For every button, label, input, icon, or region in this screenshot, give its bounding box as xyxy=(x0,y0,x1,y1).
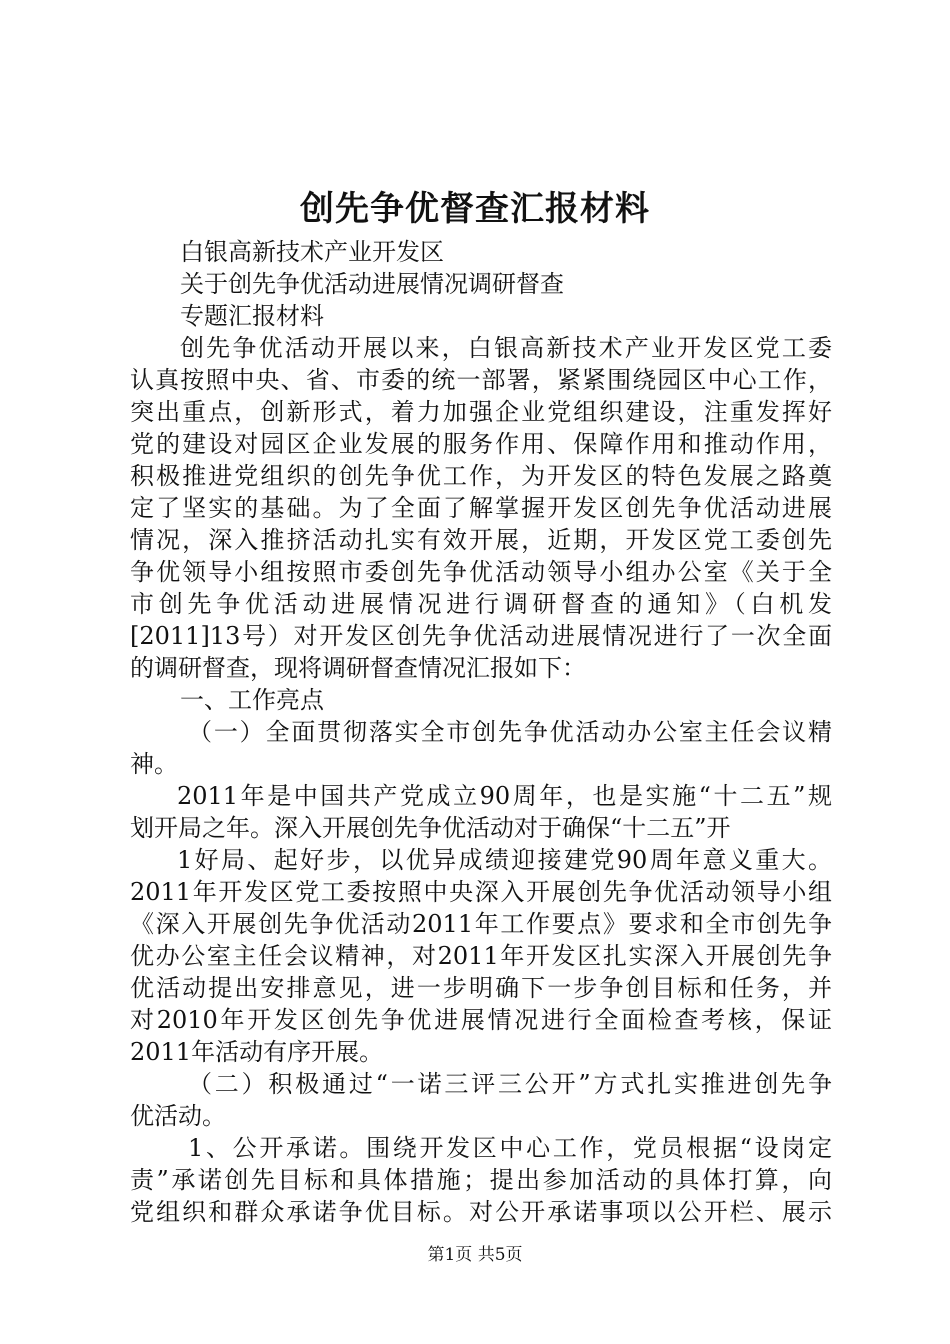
subsection-heading: （一）全面贯彻落实全市创先争优活动办公室主任会议精 xyxy=(188,718,832,746)
paragraph-line: 市创先争优活动进展情况进行调研督查的通知》（白机发 xyxy=(130,590,832,618)
paragraph-line: 责”承诺创先目标和具体措施；提出参加活动的具体打算，向 xyxy=(130,1166,832,1194)
paragraph-line: 划开局之年。深入开展创先争优活动对于确保“十二五”开 xyxy=(130,814,731,842)
subtitle-topic: 关于创先争优活动进展情况调研督查 xyxy=(180,270,564,298)
paragraph-line: 争优领导小组按照市委创先争优活动领导小组办公室《关于全 xyxy=(130,558,832,586)
paragraph-line: 定了坚实的基础。为了全面了解掌握开发区创先争优活动进展 xyxy=(130,494,832,522)
section-heading: 一、工作亮点 xyxy=(180,686,324,714)
document-title: 创先争优督查汇报材料 xyxy=(300,189,650,229)
paragraph-line: 2011年是中国共产党成立90周年，也是实施“十二五”规 xyxy=(177,782,832,810)
paragraph-line: 党组织和群众承诺争优目标。对公开承诺事项以公开栏、展示 xyxy=(130,1198,832,1226)
paragraph-line: 1、公开承诺。围绕开发区中心工作，党员根据“设岗定 xyxy=(188,1134,832,1162)
subtitle-org: 白银高新技术产业开发区 xyxy=(180,238,444,266)
paragraph-line: 党的建设对园区企业发展的服务作用、保障作用和推动作用， xyxy=(130,430,832,458)
paragraph-line: 的调研督查，现将调研督查情况汇报如下： xyxy=(130,654,586,682)
subsection-heading-cont: 优活动。 xyxy=(130,1102,226,1130)
paragraph-line: 1好局、起好步，以优异成绩迎接建党90周年意义重大。 xyxy=(177,846,832,874)
paragraph-line: 对2010年开发区创先争优进展情况进行全面检查考核，保证 xyxy=(130,1006,832,1034)
paragraph-line: 突出重点，创新形式，着力加强企业党组织建设，注重发挥好 xyxy=(130,398,832,426)
paragraph-line: 优办公室主任会议精神，对2011年开发区扎实深入开展创先争 xyxy=(130,942,832,970)
subsection-heading-cont: 神。 xyxy=(130,750,178,778)
paragraph-line: 创先争优活动开展以来，白银高新技术产业开发区党工委 xyxy=(180,334,832,362)
paragraph-line: 情况，深入推挤活动扎实有效开展，近期，开发区党工委创先 xyxy=(130,526,832,554)
page-number: 第1页 共5页 xyxy=(427,1245,523,1265)
subtitle-type: 专题汇报材料 xyxy=(180,302,324,330)
paragraph-line: 认真按照中央、省、市委的统一部署，紧紧围绕园区中心工作， xyxy=(130,366,832,394)
paragraph-line: 优活动提出安排意见，进一步明确下一步争创目标和任务，并 xyxy=(130,974,832,1002)
paragraph-line: 《深入开展创先争优活动2011年工作要点》要求和全市创先争 xyxy=(130,910,832,938)
paragraph-line: 2011年活动有序开展。 xyxy=(130,1038,384,1066)
document-body xyxy=(130,236,832,1228)
paragraph-line: 积极推进党组织的创先争优工作，为开发区的特色发展之路奠 xyxy=(130,462,832,490)
paragraph-line: [2011]13号）对开发区创先争优活动进展情况进行了一次全面 xyxy=(130,622,832,650)
paragraph-line: 2011年开发区党工委按照中央深入开展创先争优活动领导小组 xyxy=(130,878,832,906)
subsection-heading: （二）积极通过“一诺三评三公开”方式扎实推进创先争 xyxy=(188,1070,832,1098)
